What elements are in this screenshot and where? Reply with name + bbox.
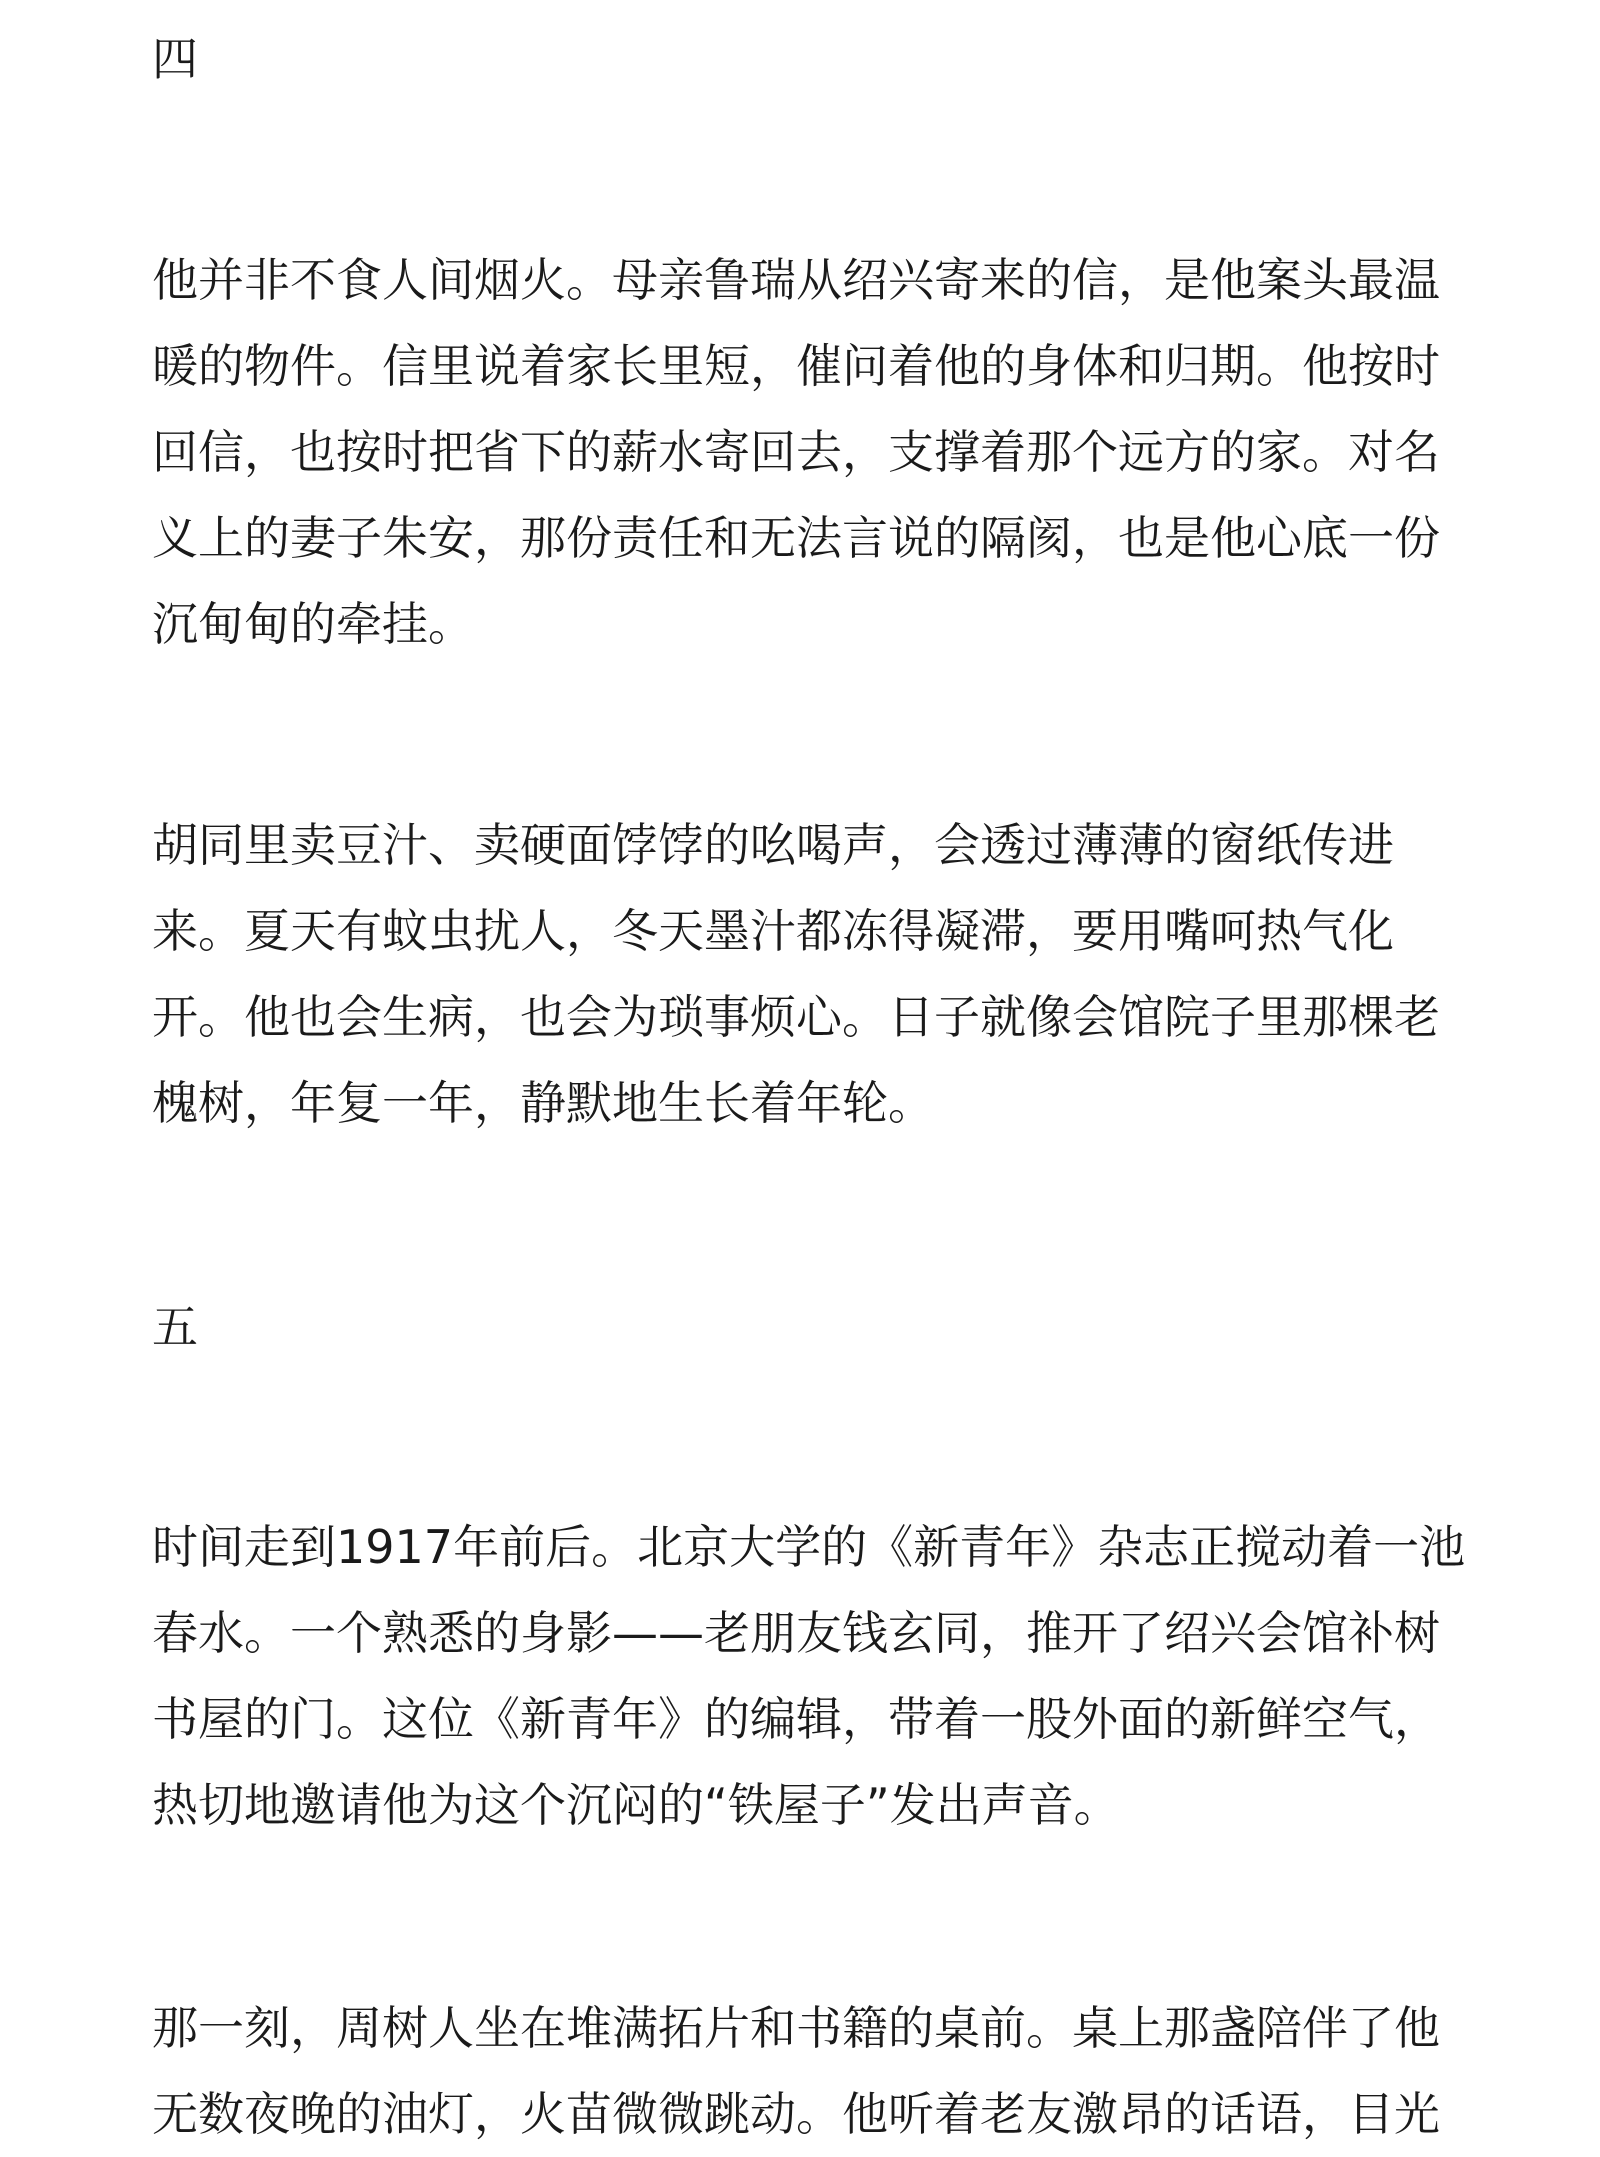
paragraph-line: 沉甸甸的牵挂。 [152,597,474,651]
paragraph [152,802,1440,1146]
paragraph-line: 回信，也按时把省下的薪水寄回去，支撑着那个远方的家。对名 [152,425,1440,479]
section-heading: 五 [152,1300,198,1354]
paragraph-line: 无数夜晚的油灯，火苗微微跳动。他听着老友激昂的话语，目光 [152,2087,1440,2141]
paragraph-line: 热切地邀请他为这个沉闷的“铁屋子”发出声音。 [152,1778,1120,1832]
paragraph-line: 来。夏天有蚊虫扰人，冬天墨汁都冻得凝滞，要用嘴呵热气化 [152,904,1394,958]
section-heading: 四 [152,32,198,86]
paragraph-line: 槐树，年复一年，静默地生长着年轮。 [152,1076,934,1130]
paragraph-line: 春水。一个熟悉的身影——老朋友钱玄同，推开了绍兴会馆补树 [152,1606,1440,1660]
paragraph [152,237,1440,667]
paragraph-line: 他并非不食人间烟火。母亲鲁瑞从绍兴寄来的信，是他案头最温 [152,253,1440,307]
paragraph-line: 胡同里卖豆汁、卖硬面饽饽的吆喝声，会透过薄薄的窗纸传进 [152,818,1394,872]
paragraph-line: 开。他也会生病，也会为琐事烦心。日子就像会馆院子里那棵老 [152,990,1440,1044]
paragraph [152,1985,1440,2157]
paragraph-line: 书屋的门。这位《新青年》的编辑，带着一股外面的新鲜空气， [152,1692,1440,1746]
paragraph-line: 时间走到1917年前后。北京大学的《新青年》杂志正搅动着一池 [152,1520,1466,1574]
paragraph-line: 义上的妻子朱安，那份责任和无法言说的隔阂，也是他心底一份 [152,511,1440,565]
paragraph-line: 暖的物件。信里说着家长里短，催问着他的身体和归期。他按时 [152,339,1440,393]
paragraph [152,1504,1465,1848]
paragraph-line: 那一刻，周树人坐在堆满拓片和书籍的桌前。桌上那盏陪伴了他 [152,2001,1440,2055]
